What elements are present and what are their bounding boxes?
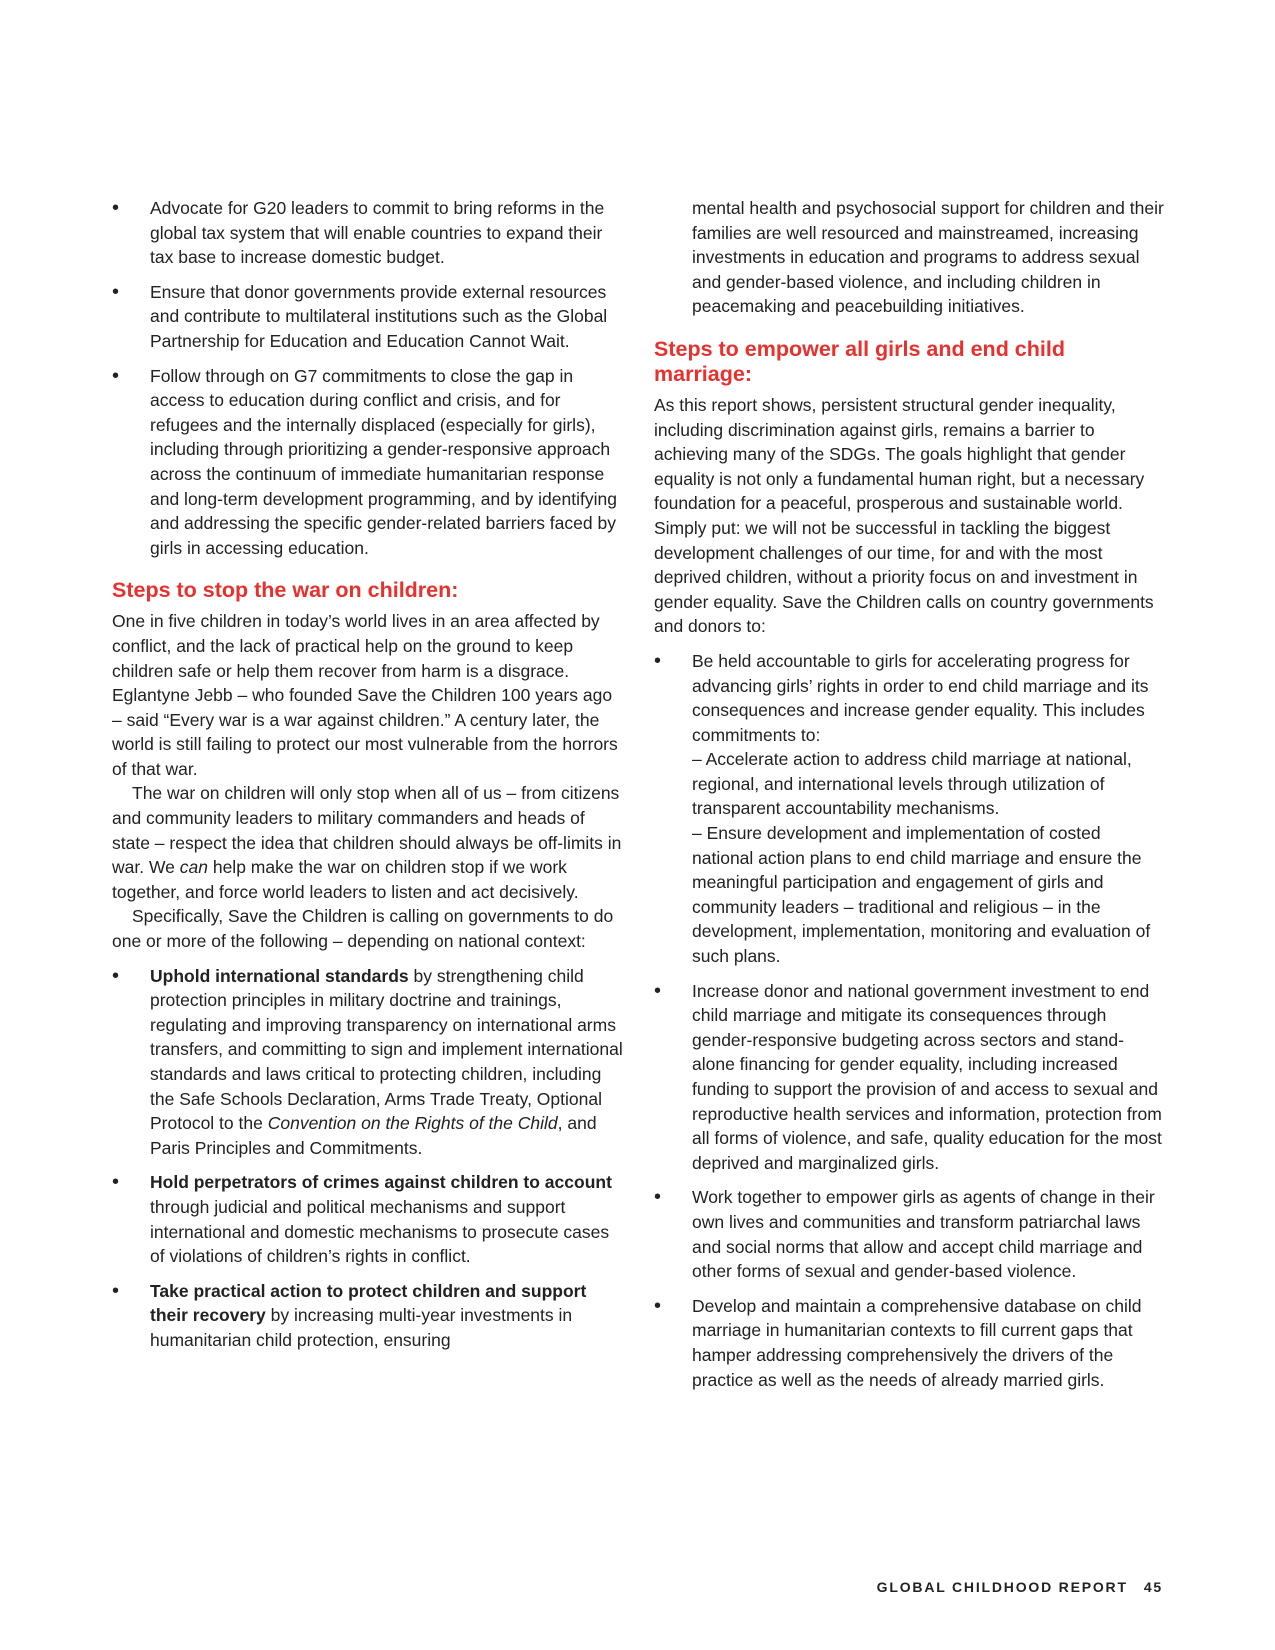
report-title: GLOBAL CHILDHOOD REPORT bbox=[876, 1579, 1128, 1595]
list-item-continuation: mental health and psychosocial support for children and their families are well resourced and mainstreamed, increasing investments in education and programs to address sexual and gender-based violence, and including children in peacemaking and peacebuilding initiatives. bbox=[692, 198, 1164, 317]
left-column bbox=[112, 196, 624, 1363]
list-item: • Be held accountable to girls for accelerating progress for advancing girls’ rights in order to end child marriage and its consequences and increase gender equality. This includes commitments to: – Accelerate action to address child marriage at national, regional, and international levels through utilization of transparent accountability mechanisms. – Ensure development and implementation of costed national action plans to end child marriage and ensure the meaningful participation and engagement of girls and community leaders – traditional and religious – in the development, implementation, monitoring and evaluation of such plans. bbox=[654, 649, 1166, 969]
bullet-icon: • bbox=[112, 197, 120, 219]
bullet-icon: • bbox=[112, 280, 120, 303]
list-item: • Take practical action to protect children and support their recovery by increasing multi-year investments in humanitarian child protection, ensuring bbox=[112, 1279, 587, 1350]
list-item: • Uphold international standards by strengthening child protection principles in military doctrine and trainings, regulating and improving transparency on international arms transfers, and committing to sign and implement international standards and laws critical to protecting children, including the Safe Schools Declaration, Arms Trade Treaty, Optional Protocol to the Convention on the Rights of the Child, and Paris Principles and Commitments. bbox=[112, 964, 623, 1158]
section-heading-war: Steps to stop the war on children: bbox=[112, 578, 459, 603]
page-number: 45 bbox=[1143, 1579, 1163, 1595]
list-item: • Follow through on G7 commitments to close the gap in access to education during conflict and crisis, and for refugees and the internally displaced (especially for girls), including through prioritizing a gender-responsive approach across the continuum of immediate humanitarian response and long-term development programming, and by identifying and addressing the specific gender-related barriers faced by girls in accessing education. bbox=[112, 364, 617, 558]
list-item: • Increase donor and national government investment to end child marriage and mitigate its consequences through gender-responsive budgeting across sectors and stand-alone financing for gender equality, including increased funding to support the provision of and access to sexual and reproductive health services and information, protection from all forms of violence, and safe, quality education for the most deprived and marginalized girls. bbox=[654, 979, 1162, 1173]
sub-item: – Ensure development and implementation of costed national action plans to end child marriage and ensure the meaningful participation and engagement of girls and community leaders – traditional and religious – in the development, implementation, monitoring and evaluation of such plans. bbox=[692, 823, 1151, 967]
bullet-icon: • bbox=[654, 979, 662, 1002]
bullet-icon: • bbox=[112, 1279, 120, 1302]
bullet-icon: • bbox=[112, 1171, 120, 1194]
list-item: • Advocate for G20 leaders to commit to bring reforms in the global tax system that will enable countries to expand their tax base to increase domestic budget. bbox=[112, 197, 605, 268]
paragraph: As this report shows, persistent structural gender inequality, including discrimination against girls, remains a barrier to achieving many of the SDGs. The goals highlight that gender equality is not only a fundamental human right, but a necessary foundation for a peaceful, prosperous and sustainable world. Simply put: we will not be successful in tackling the biggest development challenges of our time, for and with the most deprived children, without a priority focus on and investment in gender equality. Save the Children calls on country governments and donors to: bbox=[654, 394, 1154, 637]
bullet-icon: • bbox=[654, 649, 662, 672]
list-item: • Develop and maintain a comprehensive database on child marriage in humanitarian contexts to fill current gaps that hamper addressing comprehensively the drivers of the practice as well as the needs of already married girls. bbox=[654, 1294, 1142, 1390]
list-item: • Ensure that donor governments provide external resources and contribute to multilateral institutions such as the Global Partnership for Education and Education Cannot Wait. bbox=[112, 280, 608, 351]
bullet-icon: • bbox=[654, 1294, 662, 1317]
list-item: • Hold perpetrators of crimes against children to account through judicial and political mechanisms and support international and domestic mechanisms to prosecute cases of violations of children’s rights in conflict. bbox=[112, 1171, 612, 1267]
page-footer bbox=[877, 1575, 1163, 1600]
sub-item: – Accelerate action to address child marriage at national, regional, and international levels through utilization of transparent accountability mechanisms. bbox=[692, 749, 1132, 819]
bullet-icon: • bbox=[654, 1186, 662, 1209]
paragraph: Specifically, Save the Children is calling on governments to do one or more of the following – depending on national context: bbox=[112, 906, 614, 952]
bullet-icon: • bbox=[112, 364, 120, 387]
bullet-icon: • bbox=[112, 964, 120, 987]
paragraph: The war on children will only stop when all of us – from citizens and community leaders to military commanders and heads of state – respect the idea that children should always be off-limits in war. We can help make the war on children stop if we work together, and force world leaders to listen and act decisively. bbox=[112, 783, 622, 902]
paragraph: One in five children in today’s world lives in an area affected by conflict, and the lack of practical help on the ground to keep children safe or help them recover from harm is a disgrace. Eglantyne Jebb – who founded Save the Children 100 years ago – said “Every war is a war against children.” A century later, the world is still failing to protect our most vulnerable from the horrors of that war. bbox=[112, 611, 618, 779]
list-item: • Work together to empower girls as agents of change in their own lives and communities and transform patriarchal laws and social norms that allow and accept child marriage and other forms of sexual and gender-based violence. bbox=[654, 1186, 1155, 1282]
section-heading-girls: Steps to empower all girls and end child marriage: bbox=[654, 336, 1065, 386]
right-column bbox=[654, 196, 1166, 1402]
